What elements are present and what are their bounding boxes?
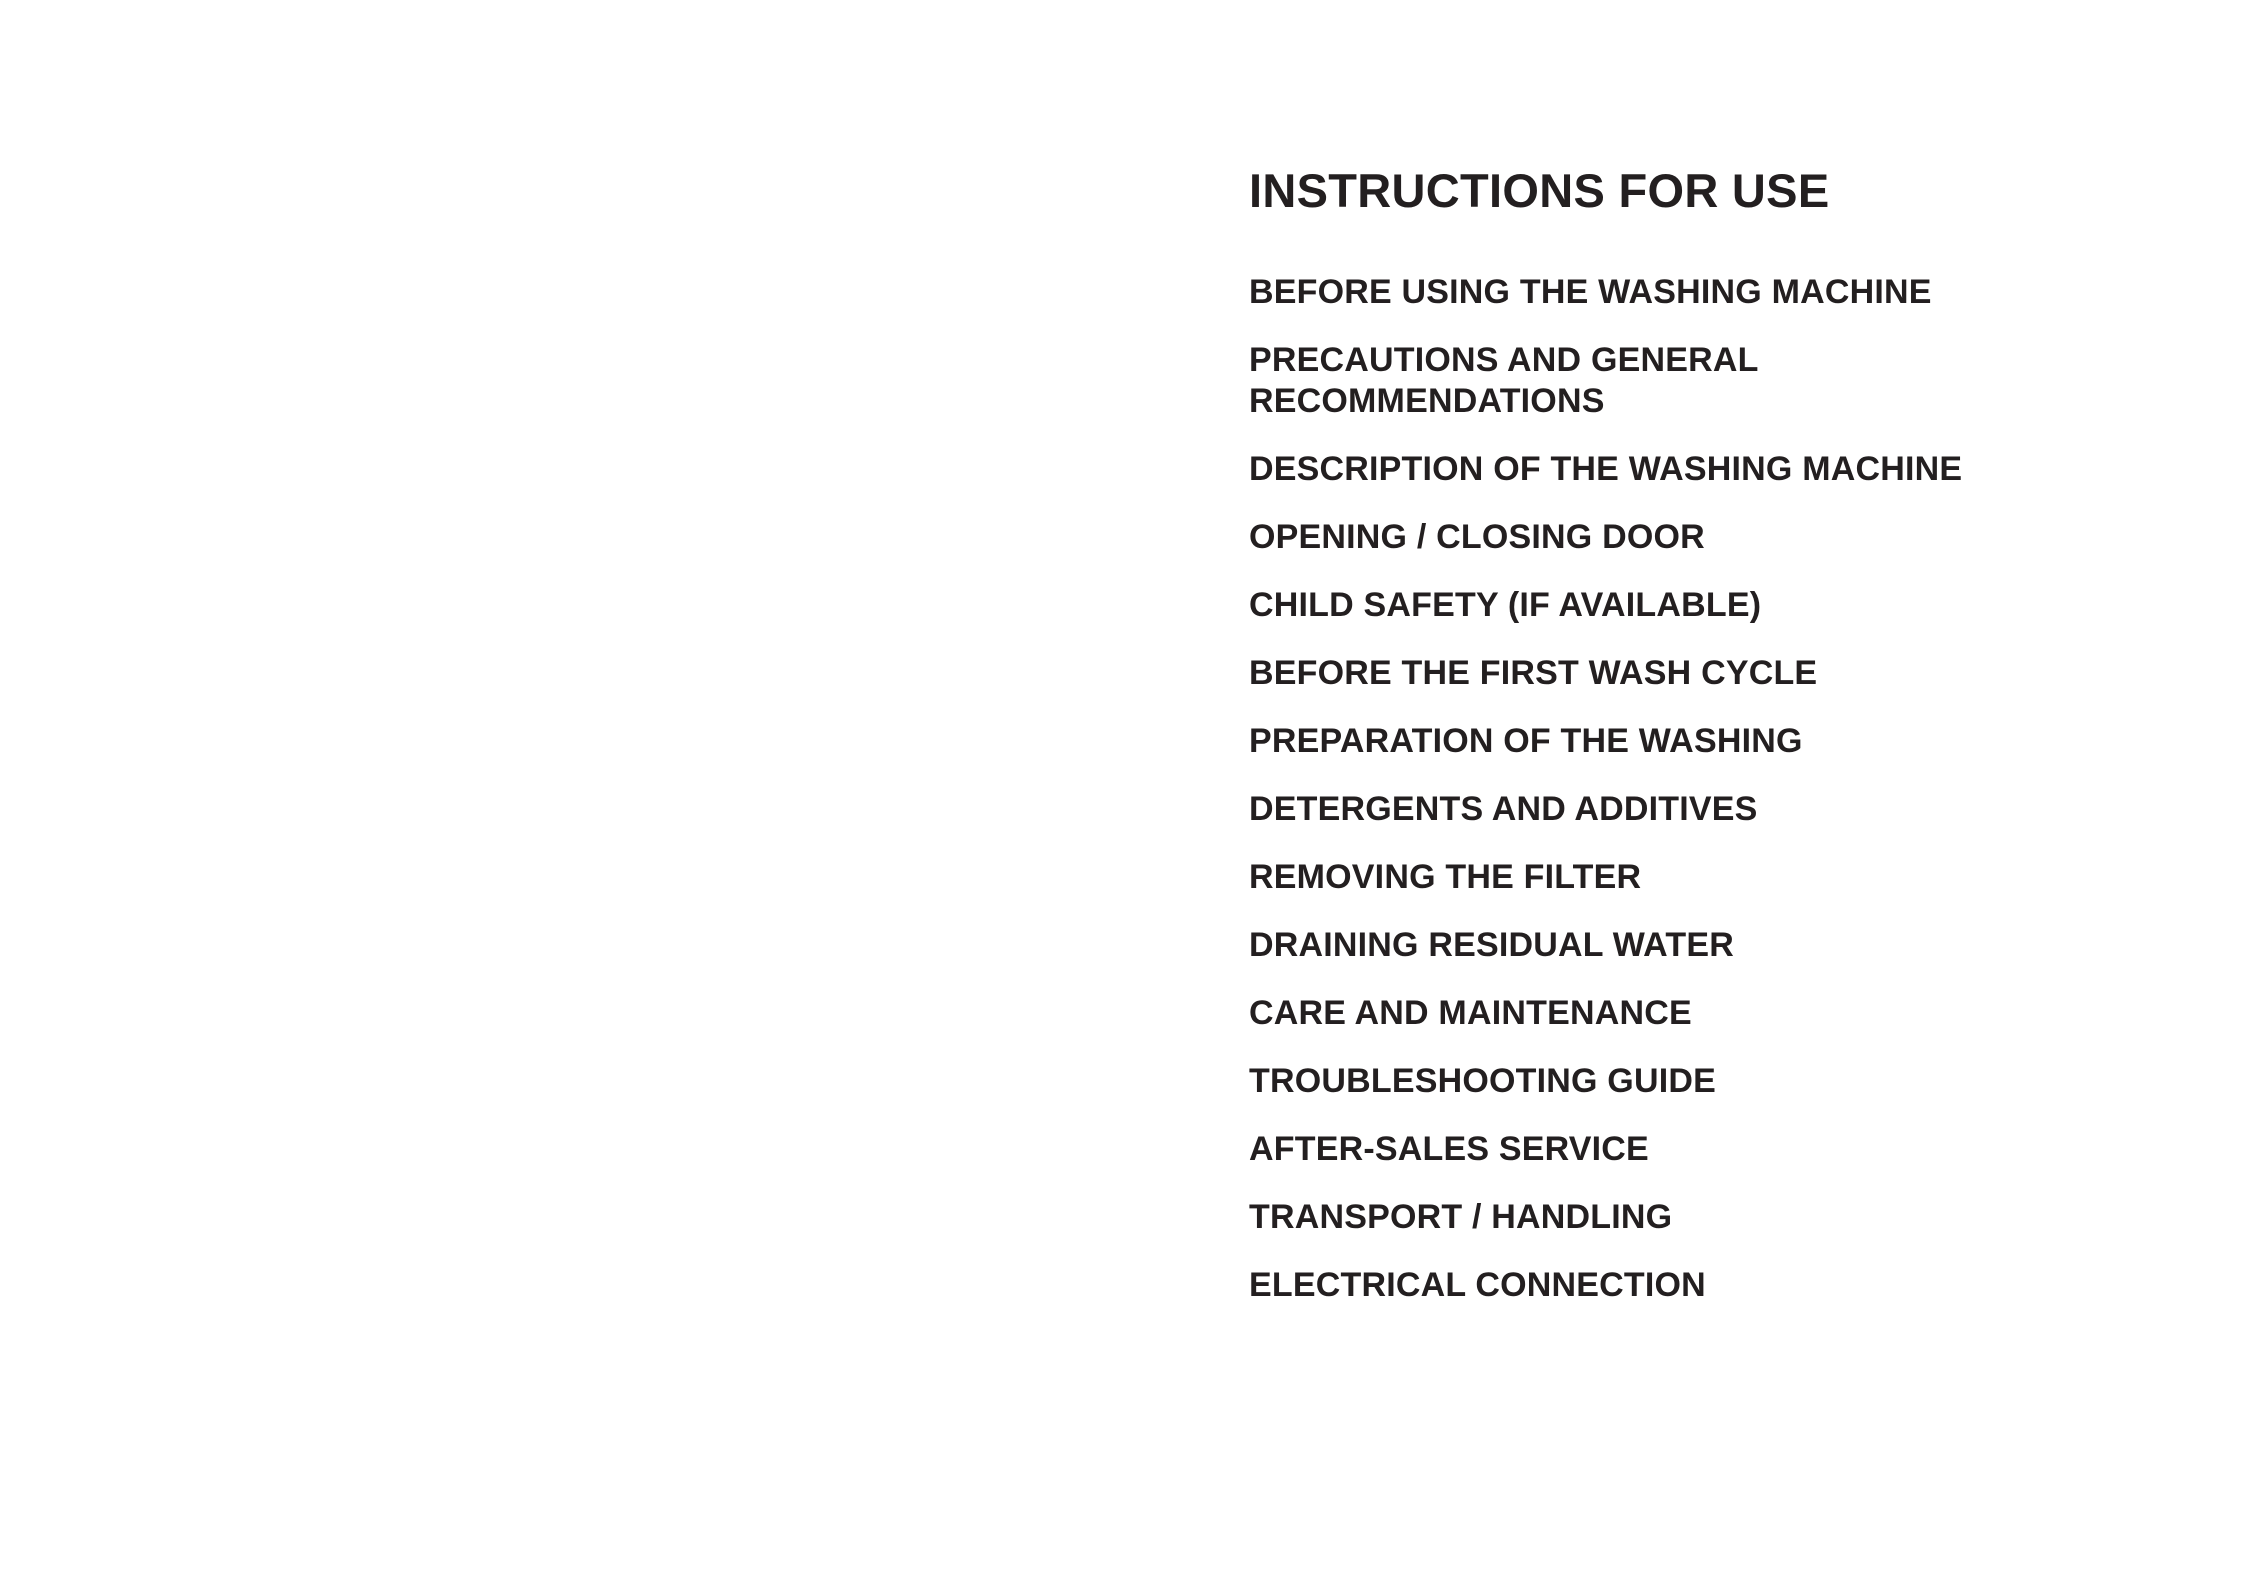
toc-item-after-sales: AFTER-SALES SERVICE: [1249, 1130, 1649, 1168]
toc-item-draining-water: DRAINING RESIDUAL WATER: [1249, 926, 1735, 964]
toc-item-preparation: PREPARATION OF THE WASHING: [1249, 722, 1803, 760]
toc-item-description: DESCRIPTION OF THE WASHING MACHINE: [1249, 450, 1963, 488]
toc-item-care-maintenance: CARE AND MAINTENANCE: [1249, 994, 1692, 1032]
toc-item-opening-closing-door: OPENING / CLOSING DOOR: [1249, 518, 1705, 556]
toc-item-electrical: ELECTRICAL CONNECTION: [1249, 1266, 1706, 1304]
right-page: [1123, 0, 2246, 1587]
toc-item-removing-filter: REMOVING THE FILTER: [1249, 858, 1642, 896]
toc-item-detergents: DETERGENTS AND ADDITIVES: [1249, 790, 1758, 828]
page-title: INSTRUCTIONS FOR USE: [1249, 164, 1830, 217]
toc-item-precautions: PRECAUTIONS AND GENERAL RECOMMENDATIONS: [1249, 341, 1758, 420]
table-of-contents: [1249, 272, 2149, 1333]
toc-item-transport: TRANSPORT / HANDLING: [1249, 1198, 1673, 1236]
toc-item-troubleshooting: TROUBLESHOOTING GUIDE: [1249, 1062, 1716, 1100]
toc-item-child-safety: CHILD SAFETY (IF AVAILABLE): [1249, 586, 1762, 624]
toc-item-first-wash-cycle: BEFORE THE FIRST WASH CYCLE: [1249, 654, 1818, 692]
toc-item-before-using: BEFORE USING THE WASHING MACHINE: [1249, 273, 1932, 311]
